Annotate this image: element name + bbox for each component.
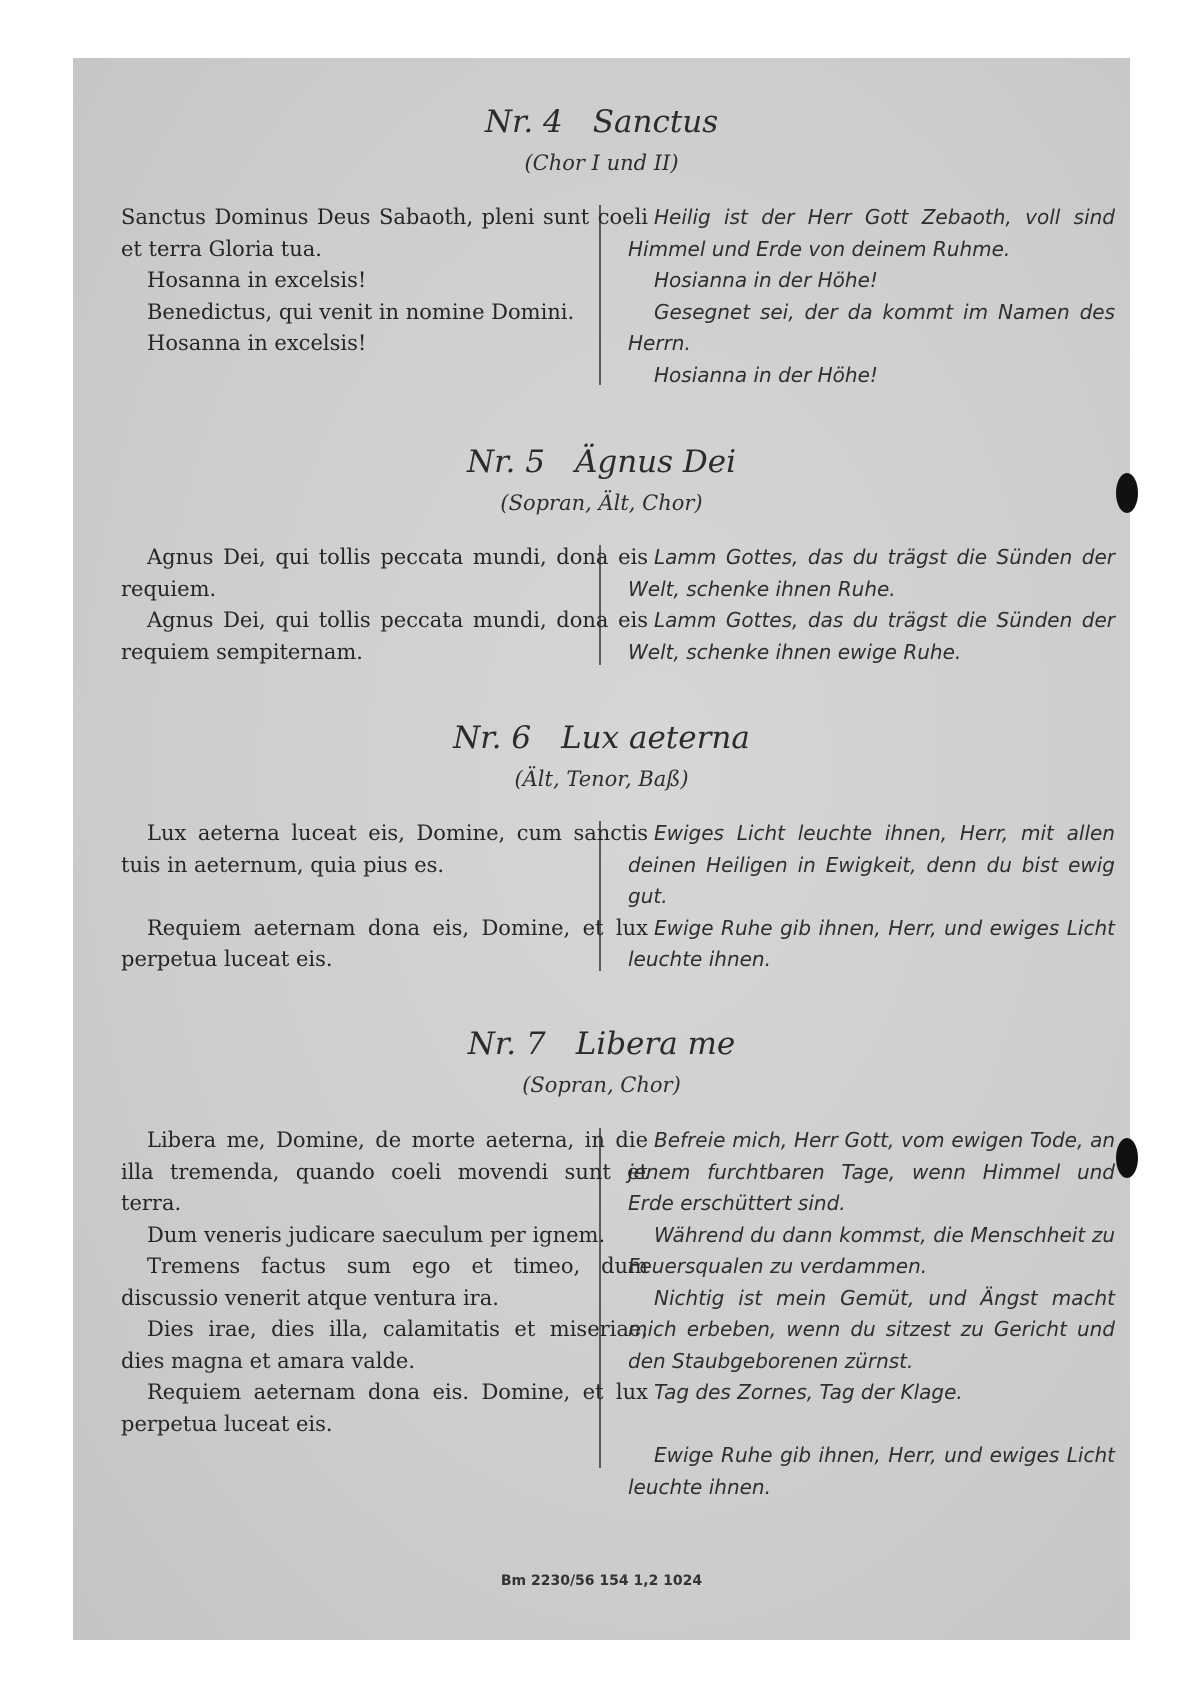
section-name: Sanctus	[592, 104, 719, 140]
section-title	[73, 720, 1130, 756]
section-title	[73, 104, 1130, 140]
german-paragraph: Ewige Ruhe gib ihnen, Herr, und ewiges Licht leuchte ihnen.	[628, 1443, 1115, 1499]
latin-paragraph: Lux aeterna luceat eis, Domine, cum sanctis tuis in aeternum, quia pius es.	[121, 821, 648, 877]
section-number: Nr. 5	[466, 444, 545, 480]
german-paragraph: Gesegnet sei, der da kommt im Namen des Herrn.	[628, 299, 1115, 355]
booklet-page	[73, 58, 1130, 1640]
paragraph-gap	[628, 1409, 1115, 1441]
section-number: Nr. 7	[467, 1026, 546, 1062]
section-title	[73, 444, 1130, 480]
section-voices: (Ält, Tenor, Baß)	[514, 767, 689, 791]
latin-text	[121, 1125, 648, 1440]
german-text	[628, 818, 1115, 976]
latin-paragraph: Requiem aeternam dona eis. Domine, et lux perpetua luceat eis.	[121, 1380, 648, 1436]
paragraph-gap	[121, 881, 648, 913]
section-number: Nr. 4	[484, 104, 563, 140]
latin-paragraph: Tremens factus sum ego et timeo, dum discussio venerit atque ventura ira.	[121, 1254, 648, 1310]
german-text	[628, 202, 1115, 391]
section-voices: (Sopran, Ält, Chor)	[500, 491, 703, 515]
section-name: Ägnus Dei	[574, 444, 737, 480]
section-number: Nr. 6	[453, 720, 532, 756]
german-paragraph: Hosianna in der Höhe!	[654, 268, 878, 292]
latin-paragraph: Requiem aeternam dona eis, Domine, et lux perpetua luceat eis.	[121, 915, 648, 971]
section-name: Lux aeterna	[561, 720, 750, 756]
german-text	[628, 542, 1115, 668]
latin-paragraph: Dies irae, dies illa, calamitatis et miseriae, dies magna et amara valde.	[121, 1317, 648, 1373]
latin-paragraph: Agnus Dei, qui tollis peccata mundi, dona eis requiem sempiternam.	[121, 608, 648, 664]
latin-paragraph: Sanctus Dominus Deus Sabaoth, pleni sunt coeli et terra Gloria tua.	[121, 205, 648, 261]
latin-paragraph: Dum veneris judicare saeculum per ignem.	[147, 1222, 606, 1247]
latin-paragraph: Libera me, Domine, de morte aeterna, in die illa tremenda, quando coeli movendi sunt et terra.	[121, 1128, 648, 1215]
section-name: Libera me	[575, 1026, 736, 1062]
german-paragraph: Hosianna in der Höhe!	[654, 362, 878, 387]
german-paragraph: Lamm Gottes, das du trägst die Sünden der Welt, schenke ihnen Ruhe.	[628, 545, 1115, 601]
latin-text	[121, 202, 648, 360]
latin-text	[121, 818, 648, 976]
german-paragraph: Ewige Ruhe gib ihnen, Herr, und ewiges Licht leuchte ihnen.	[628, 915, 1115, 971]
latin-paragraph: Hosanna in excelsis!	[147, 331, 367, 355]
german-paragraph: Ewiges Licht leuchte ihnen, Herr, mit allen deinen Heiligen in Ewigkeit, denn du bist ewig gut.	[628, 821, 1115, 908]
latin-paragraph: Hosanna in excelsis!	[147, 268, 367, 292]
german-text	[628, 1125, 1115, 1503]
german-paragraph: Während du dann kommst, die Menschheit zu Feuersqualen zu verdammen.	[628, 1222, 1115, 1278]
binding-hole	[1116, 1138, 1138, 1178]
section-voices: (Sopran, Chor)	[522, 1073, 681, 1097]
latin-paragraph: Benedictus, qui venit in nomine Domini.	[147, 299, 575, 324]
german-paragraph: Nichtig ist mein Gemüt, und Ängst macht mich erbeben, wenn du sitzest zu Gericht und den Staubgeborenen zürnst.	[628, 1285, 1115, 1373]
latin-paragraph: Agnus Dei, qui tollis peccata mundi, dona eis requiem.	[121, 545, 648, 601]
german-paragraph: Tag des Zornes, Tag der Klage.	[654, 1380, 963, 1404]
section-voices: (Chor I und II)	[524, 151, 679, 175]
print-code-footer: Bm 2230/56 154 1,2 1024	[500, 1573, 703, 1589]
german-paragraph: Lamm Gottes, das du trägst die Sünden der Welt, schenke ihnen ewige Ruhe.	[628, 608, 1115, 664]
latin-text	[121, 542, 648, 668]
german-paragraph: Heilig ist der Herr Gott Zebaoth, voll sind Himmel und Erde von deinem Ruhme.	[628, 205, 1115, 261]
german-paragraph: Befreie mich, Herr Gott, vom ewigen Tode, an jenem furchtbaren Tage, wenn Himmel und Erde erschüttert sind.	[628, 1128, 1115, 1215]
binding-hole	[1116, 473, 1138, 513]
section-title	[73, 1026, 1130, 1062]
